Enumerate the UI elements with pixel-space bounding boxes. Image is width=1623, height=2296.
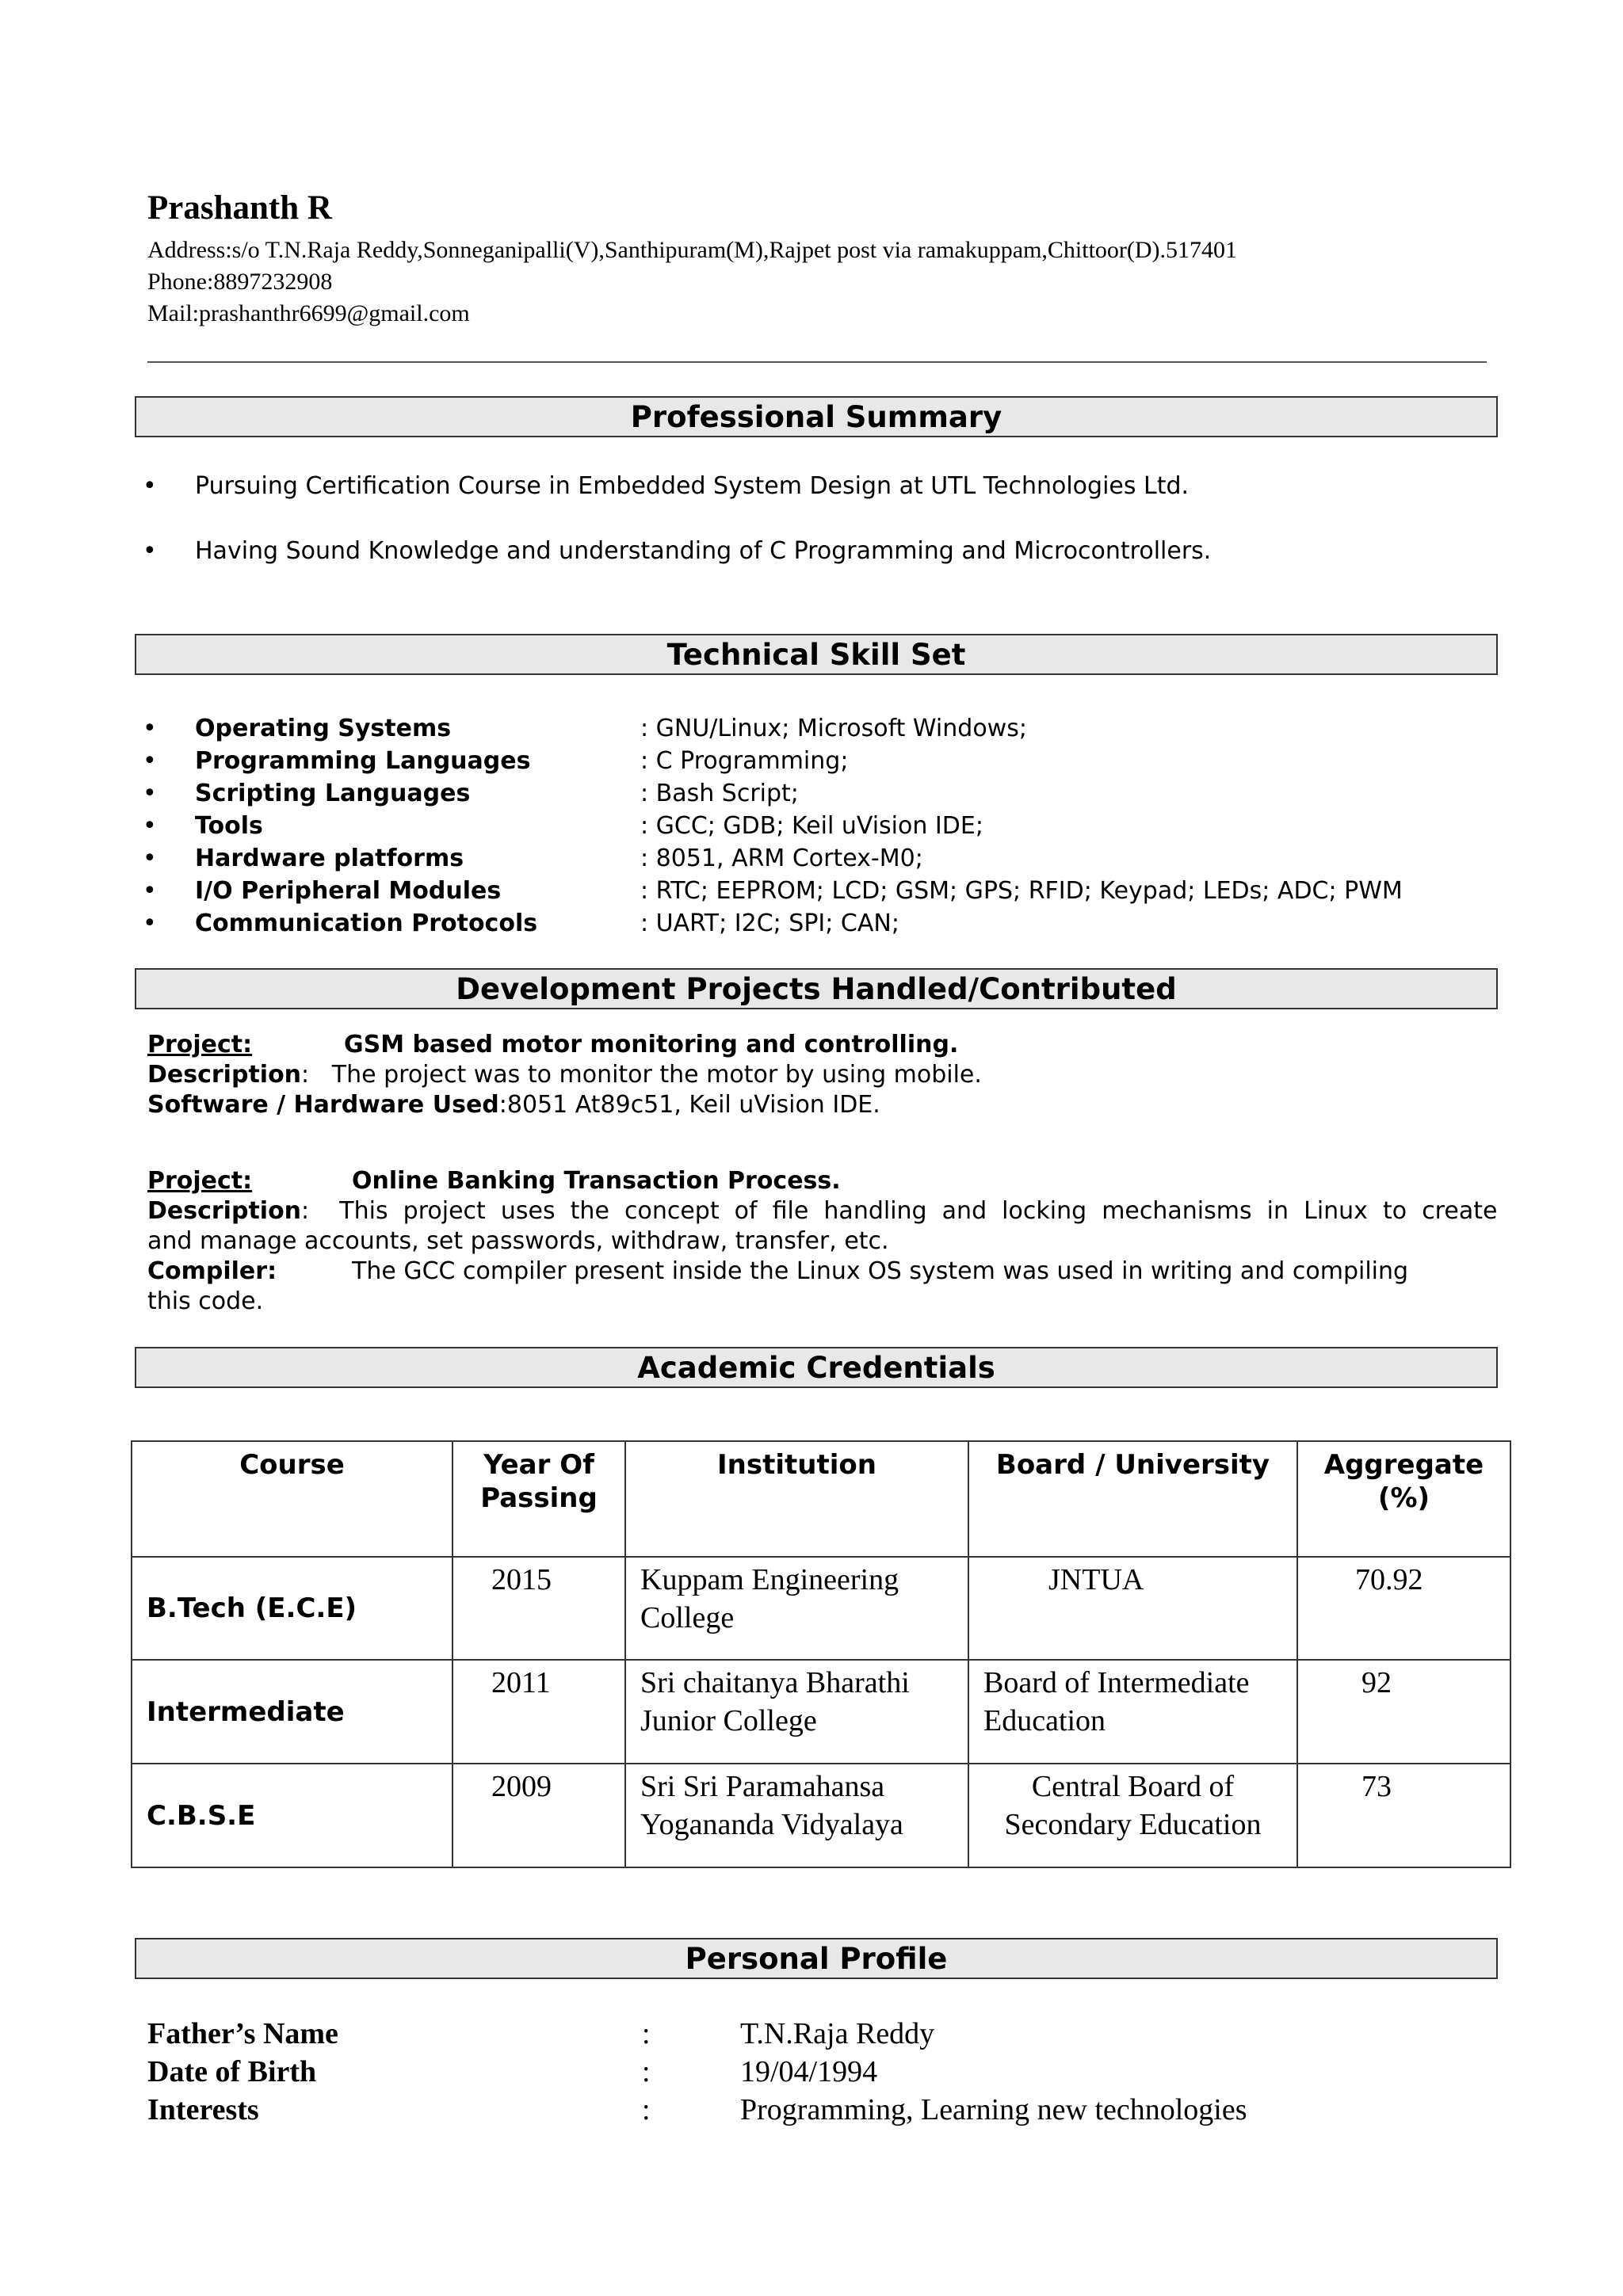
aggregate-cell: 73 <box>1297 1764 1510 1867</box>
skill-label: Communication Protocols <box>195 910 538 937</box>
profile-colon: : <box>642 2093 651 2126</box>
bullet-icon: • <box>143 877 157 905</box>
profile-value: T.N.Raja Reddy <box>740 2017 935 2050</box>
academic-table <box>131 1440 1511 1868</box>
profile-value: Programming, Learning new technologies <box>740 2093 1247 2126</box>
project-title: Online Banking Transaction Process. <box>352 1167 841 1195</box>
software-label: Software / Hardware Used <box>147 1091 499 1119</box>
year-cell: 2015 <box>453 1557 625 1660</box>
profile-colon: : <box>642 2017 651 2050</box>
project-label: Project: <box>147 1031 253 1058</box>
skill-value: : 8051, ARM Cortex-M0; <box>640 845 923 872</box>
project-title: GSM based motor monitoring and controlling. <box>344 1031 959 1058</box>
software-text: :8051 At89c51, Keil uVision IDE. <box>498 1091 880 1119</box>
bullet-icon: • <box>143 537 157 565</box>
project-label: Project: <box>147 1167 253 1195</box>
bullet-icon: • <box>143 812 157 840</box>
section-professional-summary: Professional Summary <box>135 396 1498 437</box>
description-label: Description <box>147 1197 302 1225</box>
compiler-label: Compiler: <box>147 1257 277 1285</box>
skill-value: : GNU/Linux; Microsoft Windows; <box>640 715 1027 742</box>
profile-value: 19/04/1994 <box>740 2055 878 2088</box>
bullet-icon: • <box>143 472 157 500</box>
description-text-continued: and manage accounts, set passwords, withdraw, transfer, etc. <box>147 1227 889 1255</box>
skill-value: : UART; I2C; SPI; CAN; <box>640 910 899 937</box>
description-text: : This project uses the concept of file handling and locking mechanisms in Linux to create <box>301 1197 1498 1225</box>
table-row <box>132 1557 1510 1660</box>
table-header-row <box>132 1441 1510 1557</box>
profile-label: Father’s Name <box>147 2017 338 2050</box>
header-course: Course <box>132 1441 453 1557</box>
section-personal-profile: Personal Profile <box>135 1938 1498 1979</box>
institution-cell: Sri Sri Paramahansa Yogananda Vidyalaya <box>625 1764 968 1867</box>
board-cell: Central Board of Secondary Education <box>968 1764 1297 1867</box>
course-cell: B.Tech (E.C.E) <box>132 1557 453 1660</box>
skill-label: Scripting Languages <box>195 780 471 807</box>
description-label: Description <box>147 1061 302 1089</box>
description-text: : The project was to monitor the motor by using mobile. <box>301 1061 982 1089</box>
mail-line: Mail:prashanthr6699@gmail.com <box>147 300 470 326</box>
skill-label: Hardware platforms <box>195 845 464 872</box>
table-row <box>132 1660 1510 1764</box>
skill-label: Tools <box>195 812 263 840</box>
header-board: Board / University <box>968 1441 1297 1557</box>
bullet-icon: • <box>143 780 157 807</box>
phone-line: Phone:8897232908 <box>147 269 333 295</box>
institution-cell: Sri chaitanya Bharathi Junior College <box>625 1660 968 1764</box>
skill-value: : Bash Script; <box>640 780 799 807</box>
skill-value: : RTC; EEPROM; LCD; GSM; GPS; RFID; Keypad; LEDs; ADC; PWM <box>640 877 1403 905</box>
aggregate-cell: 70.92 <box>1297 1557 1510 1660</box>
skill-label: Programming Languages <box>195 747 531 775</box>
section-academic-credentials: Academic Credentials <box>135 1347 1498 1388</box>
course-cell: C.B.S.E <box>132 1764 453 1867</box>
profile-label: Interests <box>147 2093 259 2126</box>
aggregate-cell: 92 <box>1297 1660 1510 1764</box>
section-development-projects: Development Projects Handled/Contributed <box>135 968 1498 1009</box>
header-aggregate: Aggregate (%) <box>1297 1441 1510 1557</box>
profile-label: Date of Birth <box>147 2055 317 2088</box>
skill-value: : C Programming; <box>640 747 849 775</box>
header-divider <box>147 361 1487 363</box>
institution-cell: Kuppam Engineering College <box>625 1557 968 1660</box>
compiler-text: The GCC compiler present inside the Linux OS system was used in writing and compiling <box>352 1257 1409 1285</box>
year-cell: 2009 <box>453 1764 625 1867</box>
course-cell: Intermediate <box>132 1660 453 1764</box>
header-institution: Institution <box>625 1441 968 1557</box>
bullet-icon: • <box>143 715 157 742</box>
header-year: Year Of Passing <box>453 1441 625 1557</box>
skill-label: I/O Peripheral Modules <box>195 877 502 905</box>
candidate-name: Prashanth R <box>147 189 332 227</box>
bullet-icon: • <box>143 845 157 872</box>
board-cell: Board of Intermediate Education <box>968 1660 1297 1764</box>
summary-item-text: Pursuing Certification Course in Embedded System Design at UTL Technologies Ltd. <box>195 472 1190 500</box>
year-cell: 2011 <box>453 1660 625 1764</box>
summary-item-text: Having Sound Knowledge and understanding of C Programming and Microcontrollers. <box>195 537 1212 565</box>
board-cell: JNTUA <box>968 1557 1297 1660</box>
section-technical-skill-set: Technical Skill Set <box>135 634 1498 675</box>
profile-colon: : <box>642 2055 651 2088</box>
skill-value: : GCC; GDB; Keil uVision IDE; <box>640 812 983 840</box>
bullet-icon: • <box>143 747 157 775</box>
address-line: Address:s/o T.N.Raja Reddy,Sonneganipalli(V),Santhipuram(M),Rajpet post via ramakuppam,Chittoor(D).517401 <box>147 237 1238 263</box>
bullet-icon: • <box>143 910 157 937</box>
skill-label: Operating Systems <box>195 715 452 742</box>
table-row <box>132 1764 1510 1867</box>
compiler-text-continued: this code. <box>147 1287 264 1315</box>
